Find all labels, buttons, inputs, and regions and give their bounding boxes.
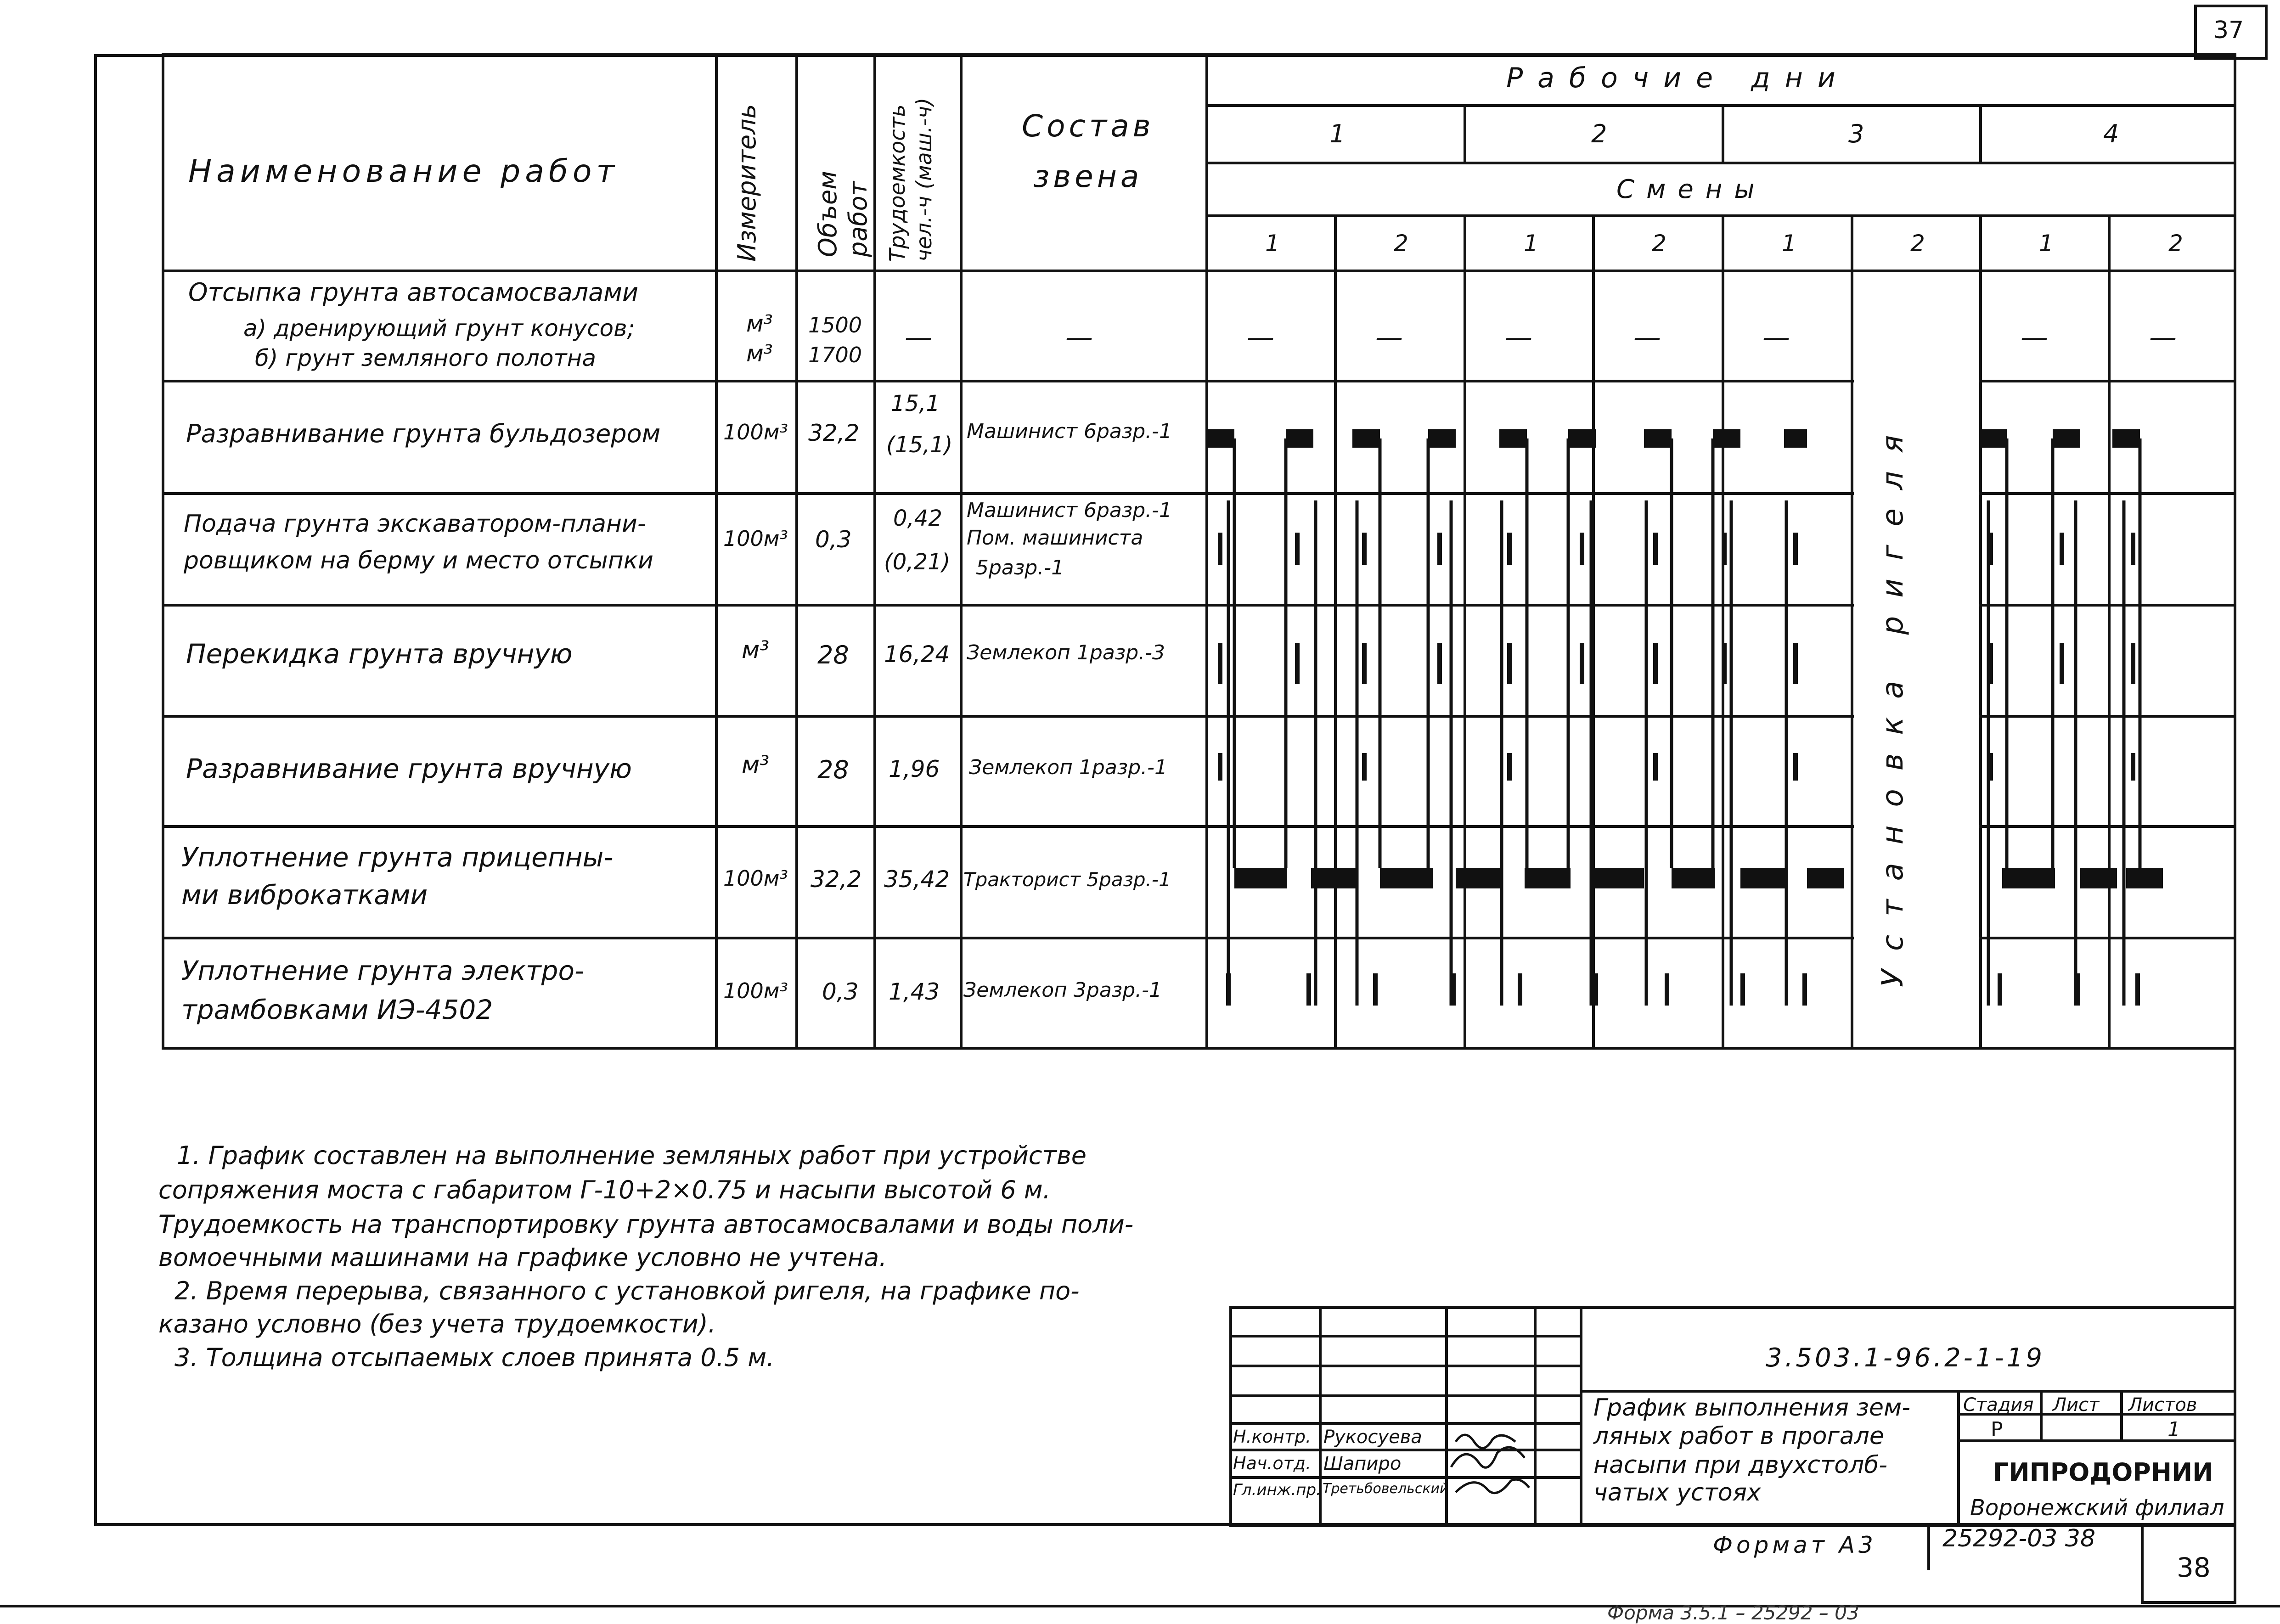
row1-crew: — (1065, 321, 1093, 354)
row1-unit-2: м³ (746, 340, 773, 367)
shifts-label: Смены (1616, 174, 1767, 204)
row1-name-line3: б) грунт земляного полотна (255, 345, 596, 371)
doc-title-line1: График выполнения зем- (1593, 1394, 1911, 1422)
row3-name-line1: Подача грунта экскаватором-плани- (184, 510, 646, 538)
name-3: Третьбовельский (1323, 1481, 1449, 1497)
stage-value: Р (1991, 1418, 2003, 1441)
shift-4: 2 (1652, 230, 1666, 257)
row6-labor: 35,42 (884, 866, 950, 893)
note-line-6: казано условно (без учета трудоемкости). (158, 1309, 716, 1338)
shift-6: 2 (1910, 230, 1925, 257)
row1-name-line2: а) дренирующий грунт конусов; (243, 315, 635, 342)
signature-2 (1451, 1447, 1525, 1467)
name-1: Рукосуева (1323, 1427, 1422, 1448)
shift-8: 2 (2168, 230, 2183, 257)
sheet-label: Лист (2053, 1394, 2100, 1416)
header-working-days: Рабочие дни (1506, 62, 1850, 94)
row6-volume: 32,2 (811, 866, 862, 893)
row2-labor-2: (15,1) (886, 432, 953, 458)
row3-crew-3: 5разр.-1 (976, 556, 1064, 579)
row5-crew: Землекоп 1разр.-1 (969, 756, 1167, 779)
note-line-7: 3. Толщина отсыпаемых слоев принята 0.5 м. (175, 1343, 775, 1372)
row7-volume: 0,3 (822, 978, 859, 1005)
row1-shift-dash-3: — (1505, 321, 1532, 354)
row1-shift-dash-8: — (2149, 321, 2177, 354)
row6-name-line2: ми виброкатками (181, 879, 428, 910)
row3-crew-2: Пом. машиниста (967, 526, 1143, 550)
row3-crew-1: Машинист 6разр.-1 (967, 499, 1172, 522)
row1-shift-dash-7: — (2021, 321, 2048, 354)
role-2: Нач.отд. (1233, 1453, 1312, 1473)
row2-volume: 32,2 (808, 420, 860, 446)
shift-1: 1 (1265, 230, 1280, 257)
row5-volume: 28 (817, 755, 849, 784)
note-line-2: сопряжения моста с габаритом Г-10+2×0.75 и насыпи высотой 6 м. (158, 1175, 1051, 1204)
row2-labor-1: 15,1 (891, 391, 940, 416)
note-line-4: вомоечными машинами на графике условно не учтена. (158, 1243, 887, 1272)
shift-7: 1 (2039, 230, 2054, 257)
note-line-1: 1. График составлен на выполнение земляных работ при устройстве (177, 1141, 1087, 1170)
row2-unit: 100м³ (723, 420, 788, 444)
day-4: 4 (2103, 119, 2119, 148)
shift-2: 2 (1394, 230, 1408, 257)
row3-name-line2: ровщиком на берму и место отсыпки (184, 547, 653, 574)
sheet-number-top: 37 (2213, 17, 2244, 44)
row1-name-line1: Отсыпка грунта автосамосвалами (188, 278, 639, 307)
row1-unit-1: м³ (746, 310, 773, 337)
sheets-label: Листов (2128, 1394, 2197, 1416)
row1-shift-dash-1: — (1247, 321, 1274, 354)
row7-name-line2: трамбовками ИЭ-4502 (181, 994, 493, 1025)
sheets-value: 1 (2167, 1418, 2180, 1441)
row4-unit: м³ (742, 636, 770, 664)
row3-volume: 0,3 (815, 526, 852, 553)
day-2: 2 (1591, 119, 1607, 148)
day-1: 1 (1329, 119, 1345, 148)
shift-3: 1 (1524, 230, 1538, 257)
row1-shift-dash-5: — (1762, 321, 1790, 354)
shift-5: 1 (1782, 230, 1796, 257)
doc-title-line4: чатых устоях (1593, 1479, 1761, 1506)
row5-unit: м³ (742, 751, 770, 779)
role-3: Гл.инж.пр. (1233, 1481, 1321, 1499)
header-volume: Объем работ (813, 171, 873, 257)
note-line-3: Трудоемкость на транспортировку грунта автосамосвалами и воды поли- (158, 1210, 1134, 1239)
doc-code: 3.503.1-96.2-1-19 (1766, 1343, 2045, 1373)
row1-shift-dash-2: — (1375, 321, 1403, 354)
header-work-name: Наименование работ (188, 153, 619, 190)
header-unit: Измеритель (732, 104, 761, 262)
header-labor: Трудоемкость чел.-ч (маш.-ч) (885, 97, 936, 262)
sheet-number-bottom: 38 (2177, 1552, 2211, 1583)
row1-volume-2: 1700 (808, 343, 862, 367)
row4-labor: 16,24 (884, 641, 950, 668)
signature-3 (1456, 1479, 1529, 1493)
row3-unit: 100м³ (723, 526, 788, 551)
row2-crew: Машинист 6разр.-1 (967, 420, 1172, 443)
stage-label: Стадия (1963, 1394, 2034, 1416)
doc-title-line2: ляных работ в прогале (1593, 1422, 1884, 1450)
row1-shift-dash-4: — (1633, 321, 1661, 354)
doc-title-line3: насыпи при двухстолб- (1593, 1451, 1888, 1479)
role-1: Н.контр. (1233, 1427, 1312, 1447)
note-line-5: 2. Время перерыва, связанного с установкой ригеля, на графике по- (175, 1276, 1080, 1305)
row6-name-line1: Уплотнение грунта прицепны- (181, 842, 614, 873)
row4-name: Перекидка грунта вручную (186, 638, 573, 669)
row6-unit: 100м³ (723, 866, 788, 891)
row1-labor: — (905, 321, 932, 354)
row7-unit: 100м³ (723, 978, 788, 1003)
signature-1 (1456, 1435, 1515, 1448)
day-3: 3 (1848, 119, 1864, 148)
row4-volume: 28 (817, 641, 849, 669)
gantt-vertical-label: Установка ригеля (1876, 416, 1910, 987)
row2-name: Разравнивание грунта бульдозером (186, 419, 661, 448)
branch-name: Воронежский филиал (1970, 1495, 2224, 1521)
row7-name-line1: Уплотнение грунта электро- (181, 955, 584, 986)
header-crew: Состав звена (1022, 108, 1154, 194)
row1-volume-1: 1500 (808, 313, 862, 337)
org-name: ГИПРОДОРНИИ (1993, 1458, 2213, 1487)
row4-crew: Землекоп 1разр.-3 (967, 641, 1165, 664)
row7-crew: Землекоп 3разр.-1 (963, 978, 1162, 1002)
row5-labor: 1,96 (889, 756, 940, 782)
row3-labor-2: (0,21) (884, 549, 951, 575)
row3-labor-1: 0,42 (893, 506, 942, 531)
inventory-number: 25292-03 38 (1942, 1525, 2096, 1552)
row7-labor: 1,43 (889, 978, 940, 1005)
format-label: Формат А3 (1713, 1532, 1877, 1558)
row6-crew: Тракторист 5разр.-1 (963, 868, 1171, 891)
bottom-cut-text: Форма 3.5.1 – 25292 – 03 (1607, 1602, 1859, 1624)
name-2: Шапиро (1323, 1453, 1402, 1474)
row5-name: Разравнивание грунта вручную (186, 753, 632, 784)
